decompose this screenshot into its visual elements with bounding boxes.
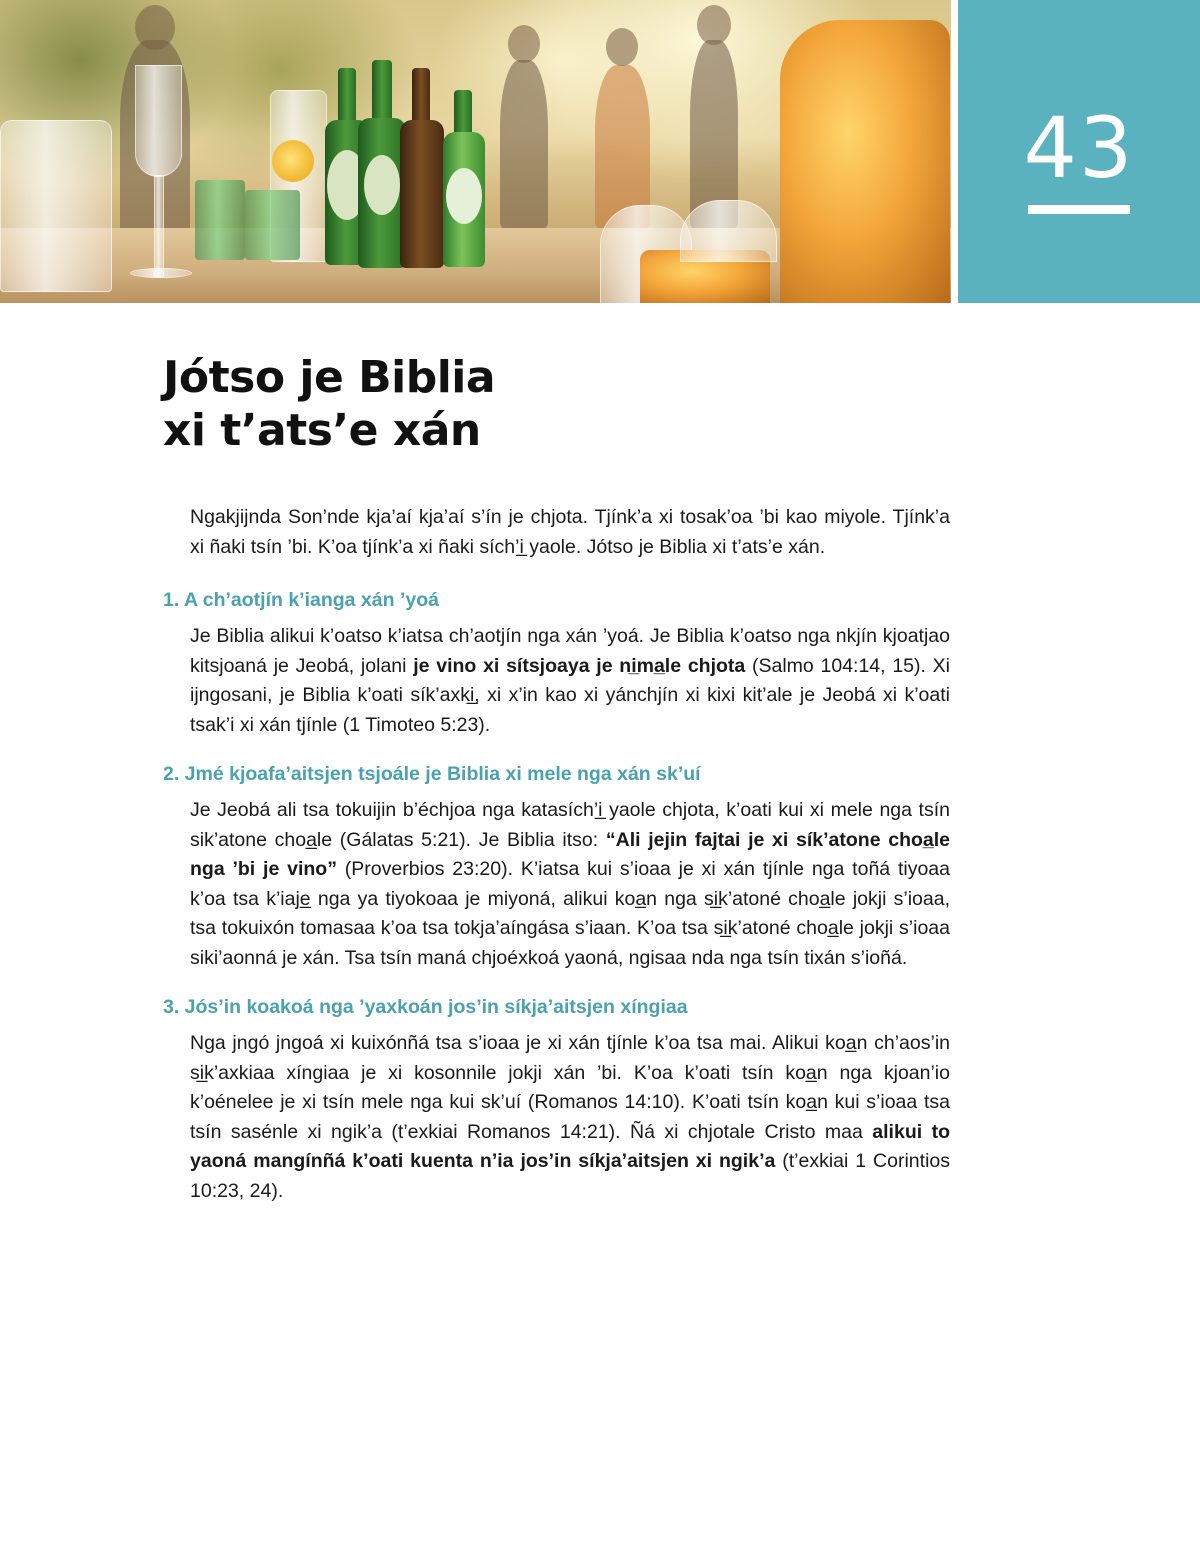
section-paragraph <box>190 796 950 973</box>
lesson-content <box>163 503 951 1226</box>
paragraph-text: (Salmo 104:14, 15). Xi ijngosani, je Biblia k’oati sík’axki̲, xi x’in kao xi yánchjín xi kixi kit’ale je Jeobá xi k’oati tsak’i xi xán tjínle (1 Timoteo 5:23). <box>190 654 951 736</box>
section-1 <box>163 586 951 740</box>
paragraph-text: (Proverbios 23:20). K’iatsa kui s’ioaa je xi xán tjínle nga toñá tiyoaa k’oa tsa k’iaje̲ nga ya tiyokoaa je miyoná, alikui koa̲n nga si̲k’atoné choa̲le jokji s’ioaa, tsa tokuixón tomasaa k’oa tsa tokja’aíngása s’iaan. K’oa tsa si̲k’atoné choa̲le jokji s’ioaa siki’aonná je xán. Tsa tsín maná chjoéxkoá yaoná, ngisaa nda nga tsín tixán s’ioñá. <box>190 858 950 969</box>
section-paragraph <box>190 1029 950 1206</box>
bold-text: je vino xi sítsjoaya je ni̲ma̲le chjota <box>413 654 746 677</box>
section-heading: 3. Jós’in koakoá nga ’yaxkoán jos’in síkja’aitsjen xíngiaa <box>163 996 688 1018</box>
chapter-rule <box>1028 205 1130 214</box>
section-heading: 2. Jmé kjoafa’aitsjen tsjoále je Biblia xi mele nga xán sk’uí <box>163 763 701 785</box>
paragraph-text: Nga jngó jngoá xi kuixónñá tsa s’ioaa je xi xán tjínle k’oa tsa mai. Alikui koa̲n ch’aos’in si̲k’axkiaa xíngiaa je xi kosonnile jokji xán ’bi. K’oa k’oati tsín koa̲n nga kjoan’io k’oénelee je xi tsín mele nga kui sk’uí (Romanos 14:10). K’oati tsín koa̲n kui s’ioaa tsa tsín sasénle xi ngik’a (t’exkiai Romanos 14:21). Ñá xi chjotale Cristo maa <box>190 1032 950 1143</box>
section-3 <box>163 993 951 1206</box>
chapter-tab <box>958 0 1200 303</box>
paragraph-text: Je Biblia alikui k’oatso k’iatsa ch’aotjín nga xán ’yoá. Je Biblia k’oatso nga nkjín kjoatjao kitsjoaná je Jeobá, jolani <box>190 625 950 677</box>
paragraph-text: Je Jeobá ali tsa tokuijin b’échjoa nga katasích’i̲ yaole chjota, k’oati kui xi mele nga tsín sik’atone choa̲le (Gálatas 5:21). Je Biblia itso: <box>190 799 950 851</box>
paragraph-text: (t’exkiai 1 Corintios 10:23, 24). <box>190 1150 950 1202</box>
chapter-number: 43 <box>1023 99 1135 197</box>
header-photo <box>0 0 951 303</box>
section-2 <box>163 760 951 973</box>
bold-text: “Ali jejin fajtai je xi sík’atone choa̲le nga ’bi je vino” <box>190 828 951 880</box>
section-paragraph <box>190 622 950 740</box>
page-title <box>163 351 495 457</box>
bold-text: alikui to yaoná mangínñá k’oati kuenta n’ia jos’in síkja’aitsjen xi ngik’a <box>190 1120 950 1172</box>
intro-paragraph: Ngakjijnda Son’nde kja’aí kja’aí s’ín je chjota. Tjínk’a xi tosak’oa ’bi kao miyole. Tjínk’a xi ñaki tsín ’bi. K’oa tjínk’a xi ñaki sích’i̲ yaole. Jótso je Biblia xi t’ats’e xán. <box>190 506 950 558</box>
section-heading: 1. A ch’aotjín k’ianga xán ’yoá <box>163 589 439 611</box>
page-title-line-1: Jótso je Biblia <box>163 352 496 403</box>
page-title-line-2: xi t’ats’e xán <box>163 405 481 456</box>
